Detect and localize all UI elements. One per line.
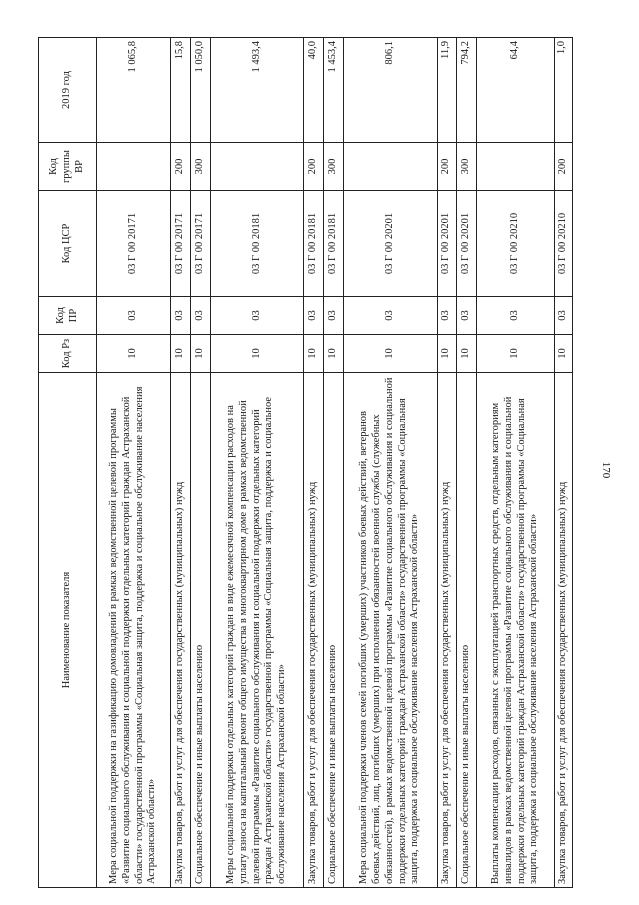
row-rz: 10 <box>190 335 210 373</box>
header-rz: Код Рз <box>39 335 97 373</box>
row-rz: 10 <box>437 335 457 373</box>
row-vr: 200 <box>437 143 457 191</box>
row-csr: 03 Г 00 20210 <box>555 191 573 297</box>
row-rz: 10 <box>171 335 191 373</box>
row-vr: 300 <box>457 143 477 191</box>
row-name: Социальное обеспечение и иные выплаты населению <box>190 373 210 888</box>
row-csr: 03 Г 00 20181 <box>210 191 304 297</box>
row-rz: 10 <box>304 335 324 373</box>
row-csr: 03 Г 00 20201 <box>457 191 477 297</box>
row-pr: 03 <box>555 297 573 335</box>
table-row <box>437 38 457 888</box>
table-row <box>324 38 344 888</box>
budget-table <box>38 37 573 888</box>
table-row <box>171 38 191 888</box>
row-vr <box>97 143 171 191</box>
row-csr: 03 Г 00 20181 <box>324 191 344 297</box>
row-pr: 03 <box>324 297 344 335</box>
table-row <box>210 38 304 888</box>
row-pr: 03 <box>210 297 304 335</box>
header-pr: Код ПР <box>39 297 97 335</box>
row-vr: 200 <box>171 143 191 191</box>
row-csr: 03 Г 00 20201 <box>437 191 457 297</box>
row-vr: 300 <box>190 143 210 191</box>
row-name: Мера социальной поддержки членов семей погибших (умерших) участников боевых действий, ветеранов боевых действий, лиц, погибших (умерших) при исполнении обязанностей военной службы (служебных обязанностей), в рамках ведомственной целевой программы «Развитие социального обслуживания и социальной поддержки отдельных категорий граждан Астраханской области» государственной программы «Социальная защита, поддержка и социальное обслуживание населения Астраханской области» <box>343 373 437 888</box>
row-rz: 10 <box>343 335 437 373</box>
table-row <box>476 38 555 888</box>
row-name: Закупка товаров, работ и услуг для обеспечения государственных (муниципальных) нужд <box>437 373 457 888</box>
row-pr: 03 <box>343 297 437 335</box>
row-pr: 03 <box>171 297 191 335</box>
row-rz: 10 <box>210 335 304 373</box>
row-value: 40,0 <box>304 38 324 143</box>
row-pr: 03 <box>304 297 324 335</box>
row-csr: 03 Г 00 20171 <box>171 191 191 297</box>
row-csr: 03 Г 00 20210 <box>476 191 555 297</box>
row-pr: 03 <box>476 297 555 335</box>
row-value: 806,1 <box>343 38 437 143</box>
row-csr: 03 Г 00 20171 <box>190 191 210 297</box>
row-vr <box>343 143 437 191</box>
table-row <box>190 38 210 888</box>
row-name: Закупка товаров, работ и услуг для обеспечения государственных (муниципальных) нужд <box>555 373 573 888</box>
row-value: 1 050,0 <box>190 38 210 143</box>
header-year: 2019 год <box>39 38 97 143</box>
row-name: Выплаты компенсации расходов, связанных с эксплуатацией транспортных средств, отдельным категориям инвалидов в рамках ведомственной целевой программы «Развитие социального обслуживания и социальной поддержки отдельных категорий граждан Астраханской области» государственной программы «Социальная защита, поддержка и социальное обслуживание населения Астраханской области» <box>476 373 555 888</box>
row-value: 1 493,4 <box>210 38 304 143</box>
row-name: Социальное обеспечение и иные выплаты населению <box>457 373 477 888</box>
row-value: 15,8 <box>171 38 191 143</box>
row-rz: 10 <box>97 335 171 373</box>
header-vr: Код группы ВР <box>39 143 97 191</box>
row-vr: 300 <box>324 143 344 191</box>
row-value: 1,0 <box>555 38 573 143</box>
page-number: 170 <box>600 461 612 479</box>
row-name: Закупка товаров, работ и услуг для обеспечения государственных (муниципальных) нужд <box>304 373 324 888</box>
table-row <box>457 38 477 888</box>
header-name: Наименование показателя <box>39 373 97 888</box>
row-pr: 03 <box>437 297 457 335</box>
row-rz: 10 <box>457 335 477 373</box>
row-vr: 200 <box>304 143 324 191</box>
row-pr: 03 <box>457 297 477 335</box>
table-row <box>304 38 324 888</box>
row-csr: 03 Г 00 20171 <box>97 191 171 297</box>
row-value: 1 065,8 <box>97 38 171 143</box>
row-csr: 03 Г 00 20201 <box>343 191 437 297</box>
row-value: 794,2 <box>457 38 477 143</box>
row-value: 1 453,4 <box>324 38 344 143</box>
row-value: 64,4 <box>476 38 555 143</box>
row-pr: 03 <box>97 297 171 335</box>
row-pr: 03 <box>190 297 210 335</box>
row-vr <box>476 143 555 191</box>
table-row <box>555 38 573 888</box>
row-vr: 200 <box>555 143 573 191</box>
rotated-page <box>38 38 573 888</box>
header-row <box>39 38 97 888</box>
row-rz: 10 <box>476 335 555 373</box>
row-rz: 10 <box>555 335 573 373</box>
header-csr: Код ЦСР <box>39 191 97 297</box>
row-name: Закупка товаров, работ и услуг для обеспечения государственных (муниципальных) нужд <box>171 373 191 888</box>
row-vr <box>210 143 304 191</box>
row-name: Мера социальной поддержки на газификацию домовладений в рамках ведомственной целевой программы «Развитие социального обслуживания и социальной поддержки отдельных категорий граждан Астраханской области» государственной программы «Социальная защита, поддержка и социальное обслуживание населения Астраханской области» <box>97 373 171 888</box>
row-csr: 03 Г 00 20181 <box>304 191 324 297</box>
row-name: Меры социальной поддержки отдельных категорий граждан в виде ежемесячной компенсации расходов на уплату взноса на капитальный ремонт общего имущества в многоквартирном доме в рамках ведомственной целевой программы «Развитие социального обслуживания и социальной поддержки отдельных категорий граждан Астраханской области» государственной программы «Социальная защита, поддержка и социальное обслуживание населения Астраханской области» <box>210 373 304 888</box>
row-name: Социальное обеспечение и иные выплаты населению <box>324 373 344 888</box>
row-value: 11,9 <box>437 38 457 143</box>
table-row <box>343 38 437 888</box>
row-rz: 10 <box>324 335 344 373</box>
table-row <box>97 38 171 888</box>
